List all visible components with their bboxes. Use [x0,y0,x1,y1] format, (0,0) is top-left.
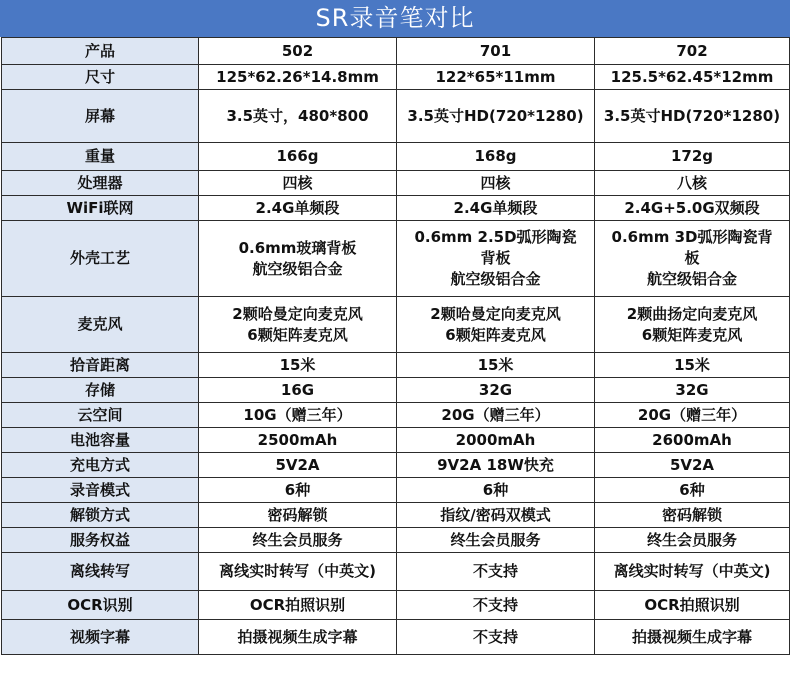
cell-text: 2颗哈曼定向麦克风 [232,304,363,323]
table-row [2,297,790,353]
cell-text: 四核 [480,173,511,192]
table-cell [199,378,397,403]
table-cell [397,591,595,620]
cell-text: 6种 [284,480,311,499]
table-row [2,528,790,553]
table-cell [199,620,397,655]
cell-text: 15米 [477,355,514,374]
table-cell [199,503,397,528]
cell-text: 702 [676,41,708,60]
cell-text: 航空级铝合金 [450,270,541,288]
cell-text: 3.5英寸HD(720*1280) [603,106,781,125]
table-cell [595,503,790,528]
row-label: 服务权益 [2,528,199,553]
cell-text: 6颗矩阵麦克风 [641,325,743,344]
table-cell [199,196,397,221]
cell-text: 701 [479,41,512,60]
cell-text: 32G [478,380,513,399]
table-cell [199,297,397,353]
cell-text: OCR拍照识别 [249,595,346,614]
cell-text: 168g [474,147,517,165]
cell-text: 指纹/密码双模式 [440,505,551,524]
page-title: SR录音笔对比 [0,0,790,37]
table-row [2,90,790,143]
table-cell [199,428,397,453]
table-cell [397,403,595,428]
table-cell [595,403,790,428]
table-cell [595,38,790,65]
cell-text: 不支持 [472,627,518,646]
cell-text: 八核 [676,173,707,192]
table-cell [595,378,790,403]
table-row [2,196,790,221]
cell-text: 6种 [679,480,705,499]
table-cell [595,90,790,143]
cell-text: 航空级铝合金 [646,270,737,288]
table-cell [397,221,595,297]
cell-text: 6种 [482,480,509,499]
cell-text: OCR拍照识别 [644,595,740,614]
row-label: 拾音距离 [2,353,199,378]
table-cell [397,143,595,171]
cell-text: 2.4G+5.0G双频段 [624,198,760,217]
row-label: OCR识别 [2,591,199,620]
table-cell [397,171,595,196]
cell-text: 16G [280,380,315,399]
table-cell [397,503,595,528]
table-cell [595,221,790,297]
table-cell [397,553,595,591]
cell-text: 15米 [674,355,710,374]
table-row [2,503,790,528]
table-cell [397,353,595,378]
cell-text: 3.5英寸，480*800 [226,106,369,125]
row-label: 录音模式 [2,478,199,503]
row-label: WiFi联网 [2,196,199,221]
table-cell [397,428,595,453]
table-row [2,478,790,503]
row-label: 解锁方式 [2,503,199,528]
table-row [2,620,790,655]
row-label: 外壳工艺 [2,221,199,297]
cell-text: 32G [675,380,709,399]
table-row [2,378,790,403]
table-cell [595,171,790,196]
cell-text: 3.5英寸HD(720*1280) [407,106,584,125]
table-row [2,38,790,65]
cell-text: 不支持 [472,562,518,580]
row-label: 视频字幕 [2,620,199,655]
row-label: 存储 [2,378,199,403]
cell-text: 20G（赠三年） [637,405,747,424]
cell-text: 0.6mm玻璃背板 [238,238,357,257]
cell-text: 四核 [282,173,313,192]
cell-text: 2颗哈曼定向麦克风 [430,304,561,323]
cell-text: 2600mAh [652,430,732,449]
table-row [2,353,790,378]
table-row [2,428,790,453]
table-cell [199,553,397,591]
table-cell [595,453,790,478]
table-cell [595,620,790,655]
table-cell [199,90,397,143]
table-cell [199,478,397,503]
table-cell [199,65,397,90]
table-cell [595,553,790,591]
cell-text: 离线实时转写（中英文) [219,562,376,580]
cell-text: 终生会员服务 [450,530,541,549]
cell-text: 166g [276,147,319,165]
comparison-table [1,37,790,655]
table-row [2,65,790,90]
cell-text: 10G（赠三年） [243,405,352,424]
table-row [2,403,790,428]
table-cell [199,221,397,297]
table-cell [595,478,790,503]
table-cell [199,171,397,196]
cell-text: 航空级铝合金 [252,259,343,278]
table-row [2,453,790,478]
row-label: 处理器 [2,171,199,196]
cell-text: 离线实时转写（中英文) [613,562,771,580]
cell-text: 6颗矩阵麦克风 [247,325,348,344]
table-cell [397,196,595,221]
table-cell [397,528,595,553]
table-row [2,143,790,171]
cell-text: 502 [281,41,314,60]
table-cell [595,196,790,221]
cell-text: 5V2A [275,455,320,474]
table-cell [595,591,790,620]
table-cell [397,38,595,65]
cell-text: 2500mAh [257,430,338,449]
table-row [2,221,790,297]
table-cell [595,528,790,553]
row-label: 离线转写 [2,553,199,591]
table-cell [199,353,397,378]
table-cell [397,65,595,90]
table-cell [397,453,595,478]
row-label: 屏幕 [2,90,199,143]
cell-text: 125.5*62.45*12mm [610,67,774,86]
table-cell [199,453,397,478]
cell-text: 终生会员服务 [252,530,343,549]
table-cell [397,90,595,143]
table-cell [199,143,397,171]
row-label: 麦克风 [2,297,199,353]
row-label: 云空间 [2,403,199,428]
cell-text: 拍摄视频生成字幕 [631,627,752,646]
table-cell [397,297,595,353]
cell-text: 背板 [480,249,511,267]
comparison-table-body [2,38,790,655]
table-cell [595,297,790,353]
table-cell [397,478,595,503]
table-cell [397,620,595,655]
table-cell [595,143,790,171]
table-row [2,171,790,196]
cell-text: 2颗曲扬定向麦克风 [626,304,758,323]
cell-text: 125*62.26*14.8mm [216,67,379,86]
table-cell [595,65,790,90]
cell-text: 6颗矩阵麦克风 [445,325,546,344]
table-cell [595,353,790,378]
table-cell [199,403,397,428]
cell-text: 终生会员服务 [646,530,737,549]
table-row [2,591,790,620]
cell-text: 0.6mm 2.5D弧形陶瓷 [414,228,577,246]
table-cell [199,591,397,620]
cell-text: 122*65*11mm [435,67,556,86]
cell-text: 15米 [279,355,316,374]
table-row [2,553,790,591]
cell-text: 2.4G单频段 [255,198,340,217]
cell-text: 172g [670,147,714,165]
row-label: 产品 [2,38,199,65]
cell-text: 2.4G单频段 [453,198,538,217]
table-cell [397,378,595,403]
row-label: 重量 [2,143,199,171]
cell-text: 9V2A 18W快充 [437,455,554,474]
cell-text: 0.6mm 3D弧形陶瓷背 [611,228,773,246]
table-cell [199,528,397,553]
cell-text: 不支持 [472,595,518,614]
cell-text: 板 [684,249,700,267]
row-label: 尺寸 [2,65,199,90]
row-label: 电池容量 [2,428,199,453]
cell-text: 20G（赠三年） [441,405,550,424]
cell-text: 2000mAh [455,430,536,449]
table-cell [595,428,790,453]
cell-text: 拍摄视频生成字幕 [237,627,358,646]
row-label: 充电方式 [2,453,199,478]
table-cell [199,38,397,65]
cell-text: 密码解锁 [661,505,722,524]
cell-text: 5V2A [669,455,715,474]
cell-text: 密码解锁 [267,505,328,524]
